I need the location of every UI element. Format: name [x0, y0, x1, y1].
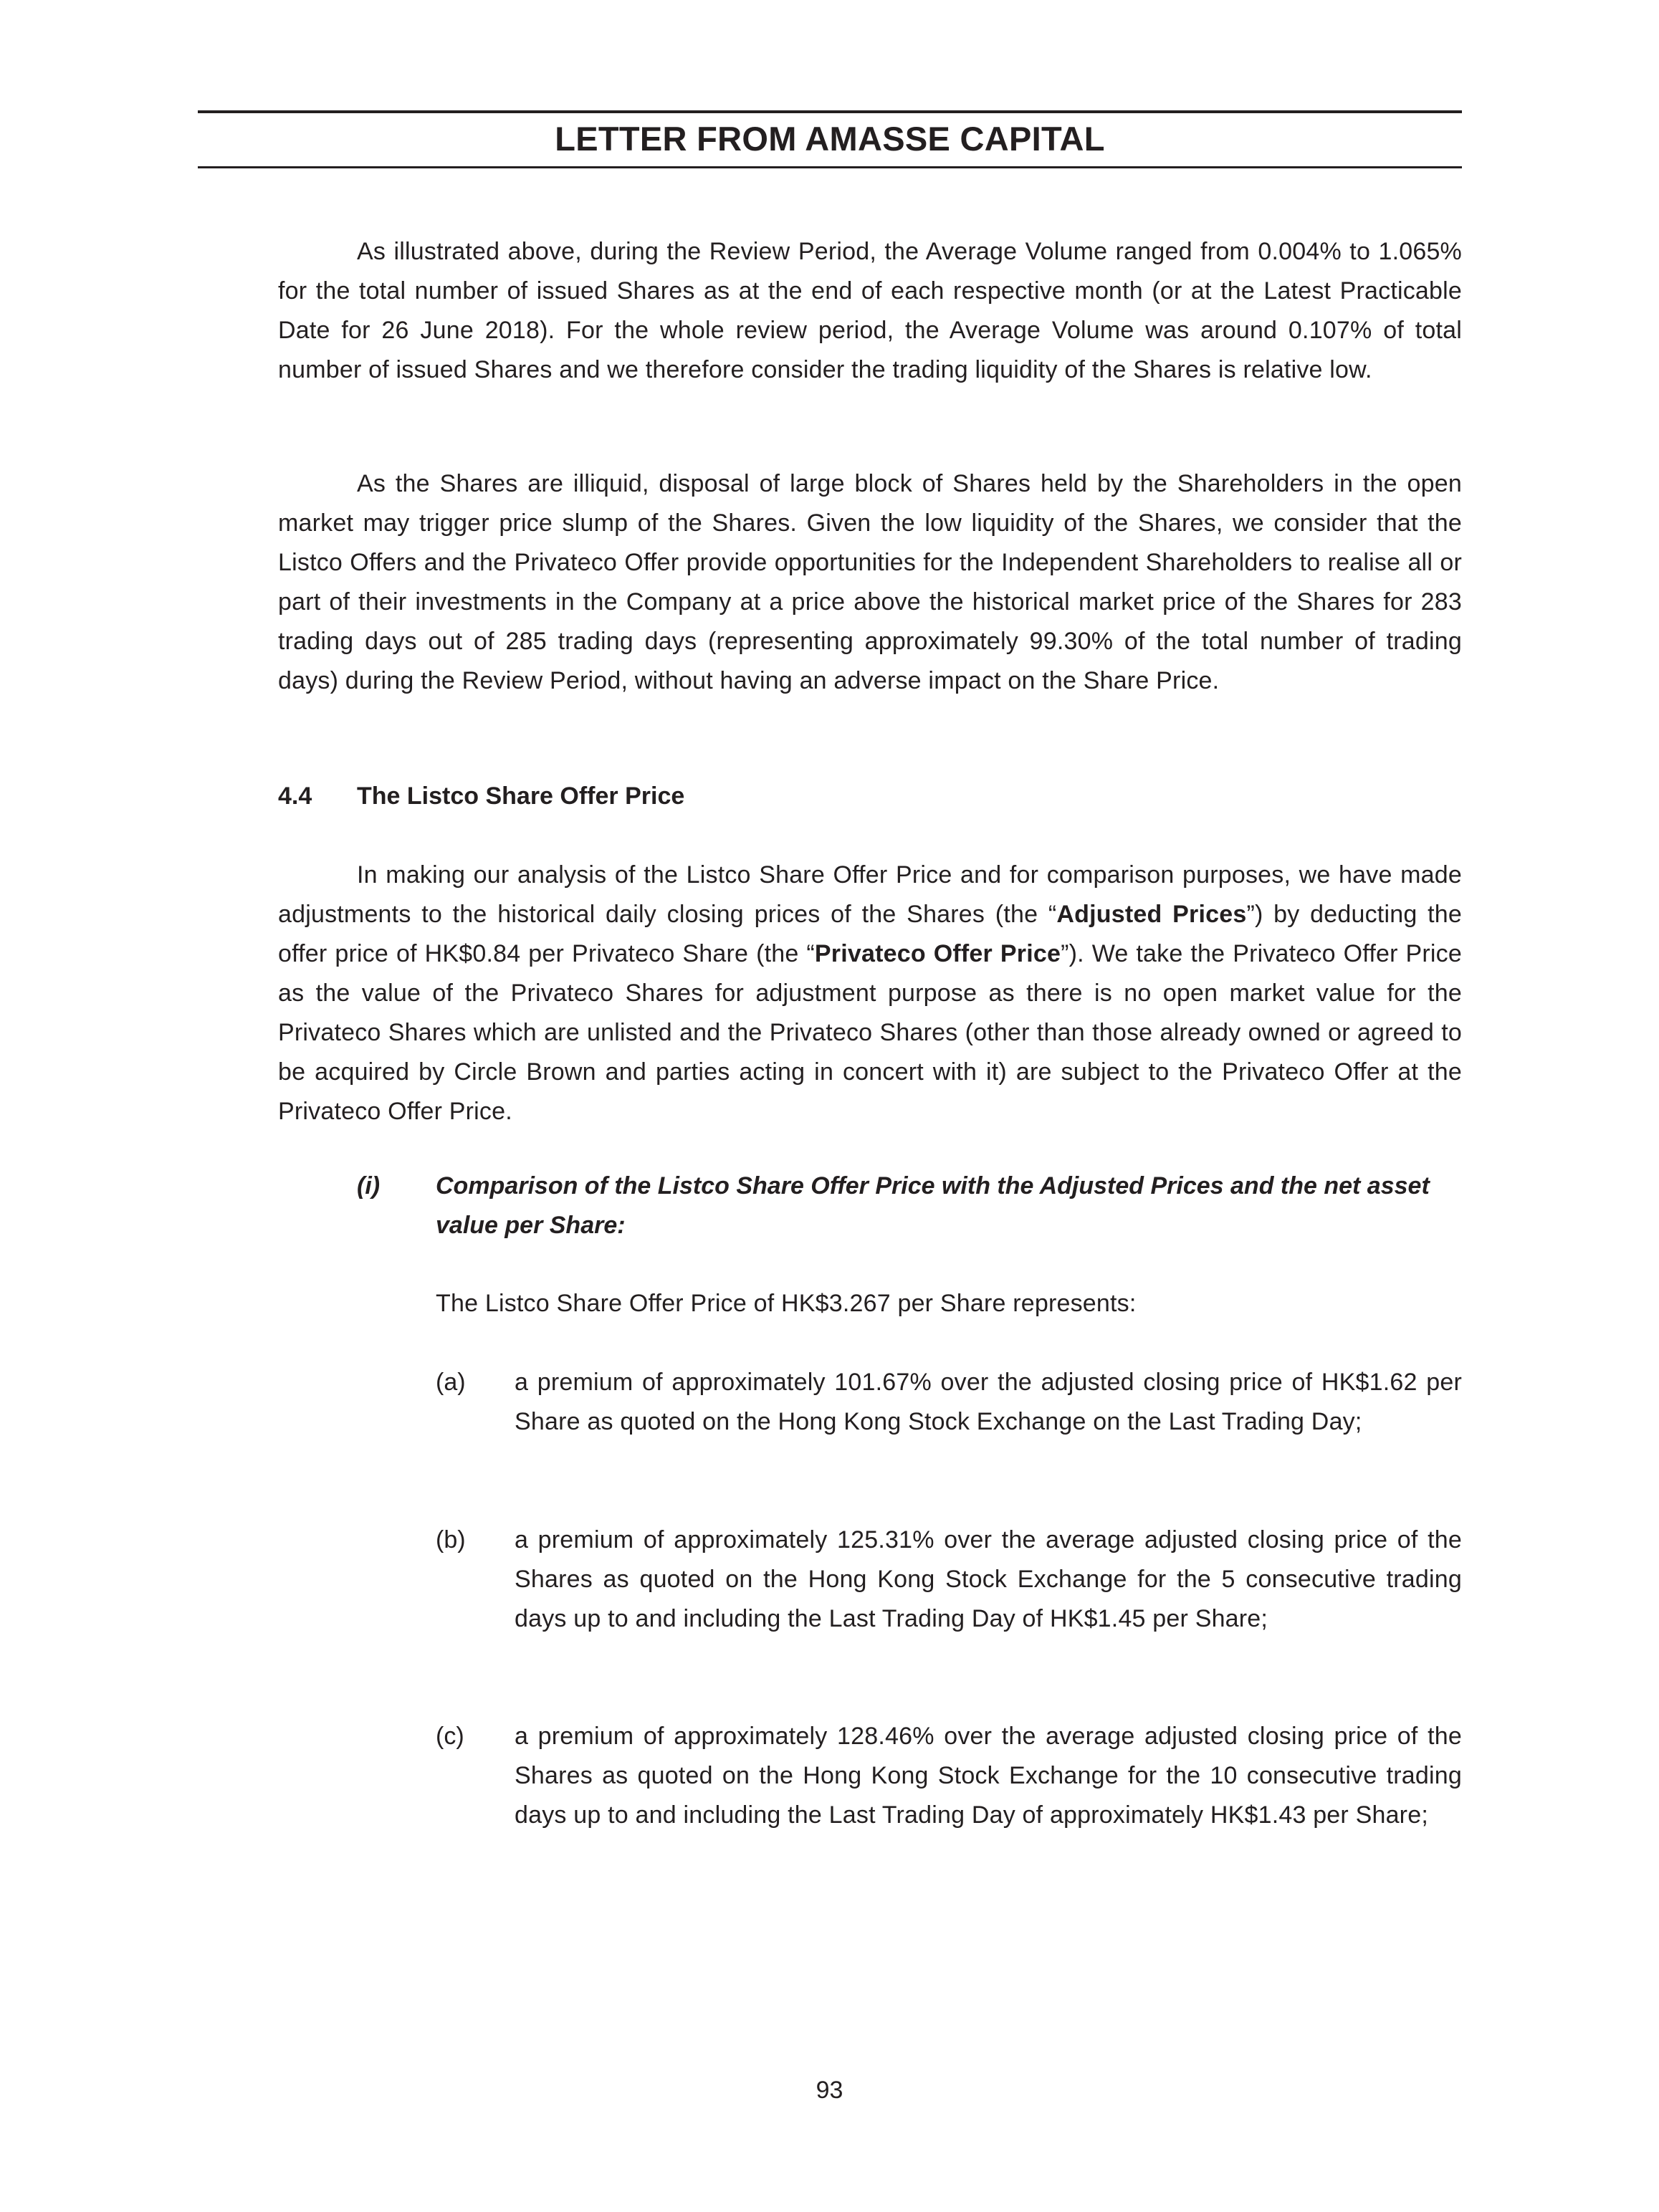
page-number: 93	[816, 2077, 843, 2104]
p3-text-part3: ”). We take the Privateco Offer Price as the value of the Privateco Shares for adjustment purpose as there is no open market value for the Privateco Shares which are unlisted and the Privateco Shares (other than those already owned or agreed to be acquired by Circle Brown and parties acting in concert with it) are subject to the Privateco Offer at the Privateco Offer Price.	[278, 940, 1462, 1125]
p3-text-part2: ”) by deducting the offer price of HK$0.84 per Privateco Share (the “	[278, 901, 1462, 967]
section-title: The Listco Share Offer Price	[357, 782, 685, 810]
section-heading	[278, 777, 684, 816]
header-bottom-rule	[198, 166, 1462, 168]
subsection-title: Comparison of the Listco Share Offer Price with the Adjusted Prices and the net asset value per Share:	[436, 1172, 1430, 1239]
list-item-label: (b)	[436, 1526, 466, 1553]
list-item-text: a premium of approximately 128.46% over the average adjusted closing price of the Shares as quoted on the Hong Kong Stock Exchange for the 10 consecutive trading days up to and including the Last Trading Day of approximately HK$1.43 per Share;	[515, 1723, 1462, 1829]
paragraph-illiquid-shares: As the Shares are illiquid, disposal of large block of Shares held by the Shareholders in the open market may trigger price slump of the Shares. Given the low liquidity of the Shares, we consider that the Listco Offers and the Privateco Offer provide opportunities for the Independent Shareholders to realise all or part of their investments in the Company at a price above the historical market price of the Shares for 283 trading days out of 285 trading days (representing approximately 99.30% of the total number of trading days) during the Review Period, without having an adverse impact on the Share Price.	[278, 470, 1462, 694]
list-item-label: (a)	[436, 1369, 466, 1396]
header-top-rule	[198, 110, 1462, 113]
page-header-title: LETTER FROM AMASSE CAPITAL	[555, 120, 1105, 158]
section-number: 4.4	[278, 782, 312, 810]
paragraph-average-volume: As illustrated above, during the Review Period, the Average Volume ranged from 0.004% to 1.065% for the total number of issued Shares as at the end of each respective month (or at the Latest Practicable Date for 26 June 2018). For the whole review period, the Average Volume was around 0.107% of total number of issued Shares and we therefore consider the trading liquidity of the Shares is relative low.	[278, 238, 1462, 383]
offer-price-intro: The Listco Share Offer Price of HK$3.267 per Share represents:	[436, 1290, 1137, 1317]
term-adjusted-prices: Adjusted Prices	[1056, 901, 1247, 928]
list-item-label: (c)	[436, 1723, 464, 1750]
p3-text-part1: In making our analysis of the Listco Share Offer Price and for comparison purposes, we have made adjustments to the historical daily closing prices of the Shares (the “	[278, 861, 1462, 928]
subsection-number: (i)	[357, 1172, 381, 1200]
list-item-text: a premium of approximately 125.31% over the average adjusted closing price of the Shares as quoted on the Hong Kong Stock Exchange for the 5 consecutive trading days up to and including the Last Trading Day of HK$1.45 per Share;	[515, 1526, 1462, 1632]
term-privateco-offer-price: Privateco Offer Price	[814, 940, 1061, 967]
paragraph-adjusted-prices	[278, 856, 1462, 1131]
list-item-text: a premium of approximately 101.67% over the adjusted closing price of HK$1.62 per Share as quoted on the Hong Kong Stock Exchange on the Last Trading Day;	[515, 1369, 1462, 1435]
